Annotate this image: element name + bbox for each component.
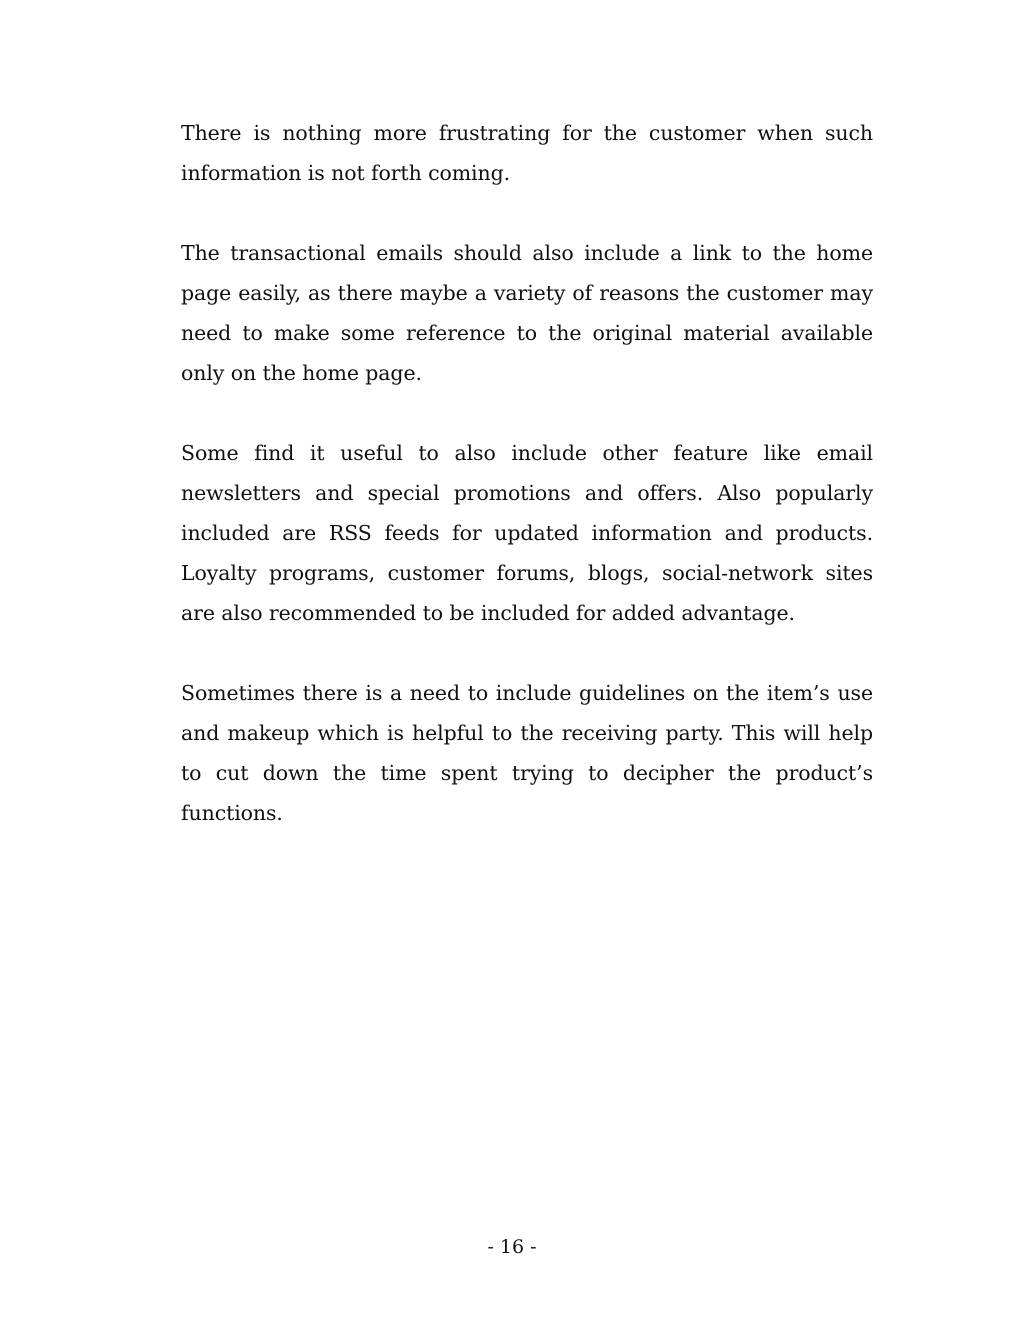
paragraph-2: The transactional emails should also include a link to the home page easily, as there maybe a variety of reasons the customer may need to make some reference to the original material available only on the home page. bbox=[181, 241, 873, 385]
page-body bbox=[181, 113, 873, 873]
paragraph-4: Sometimes there is a need to include guidelines on the item’s use and makeup which is helpful to the receiving party. This will help to cut down the time spent trying to decipher the product’s functions. bbox=[181, 681, 873, 825]
paragraph-1: There is nothing more frustrating for the customer when such information is not forth coming. bbox=[181, 121, 873, 185]
page-number: - 16 - bbox=[487, 1236, 537, 1258]
paragraph-3: Some find it useful to also include other feature like email newsletters and special promotions and offers. Also popularly included are RSS feeds for updated information and products. Loyalty programs, customer forums, blogs, social-network sites are also recommended to be included for added advantage. bbox=[181, 441, 873, 625]
